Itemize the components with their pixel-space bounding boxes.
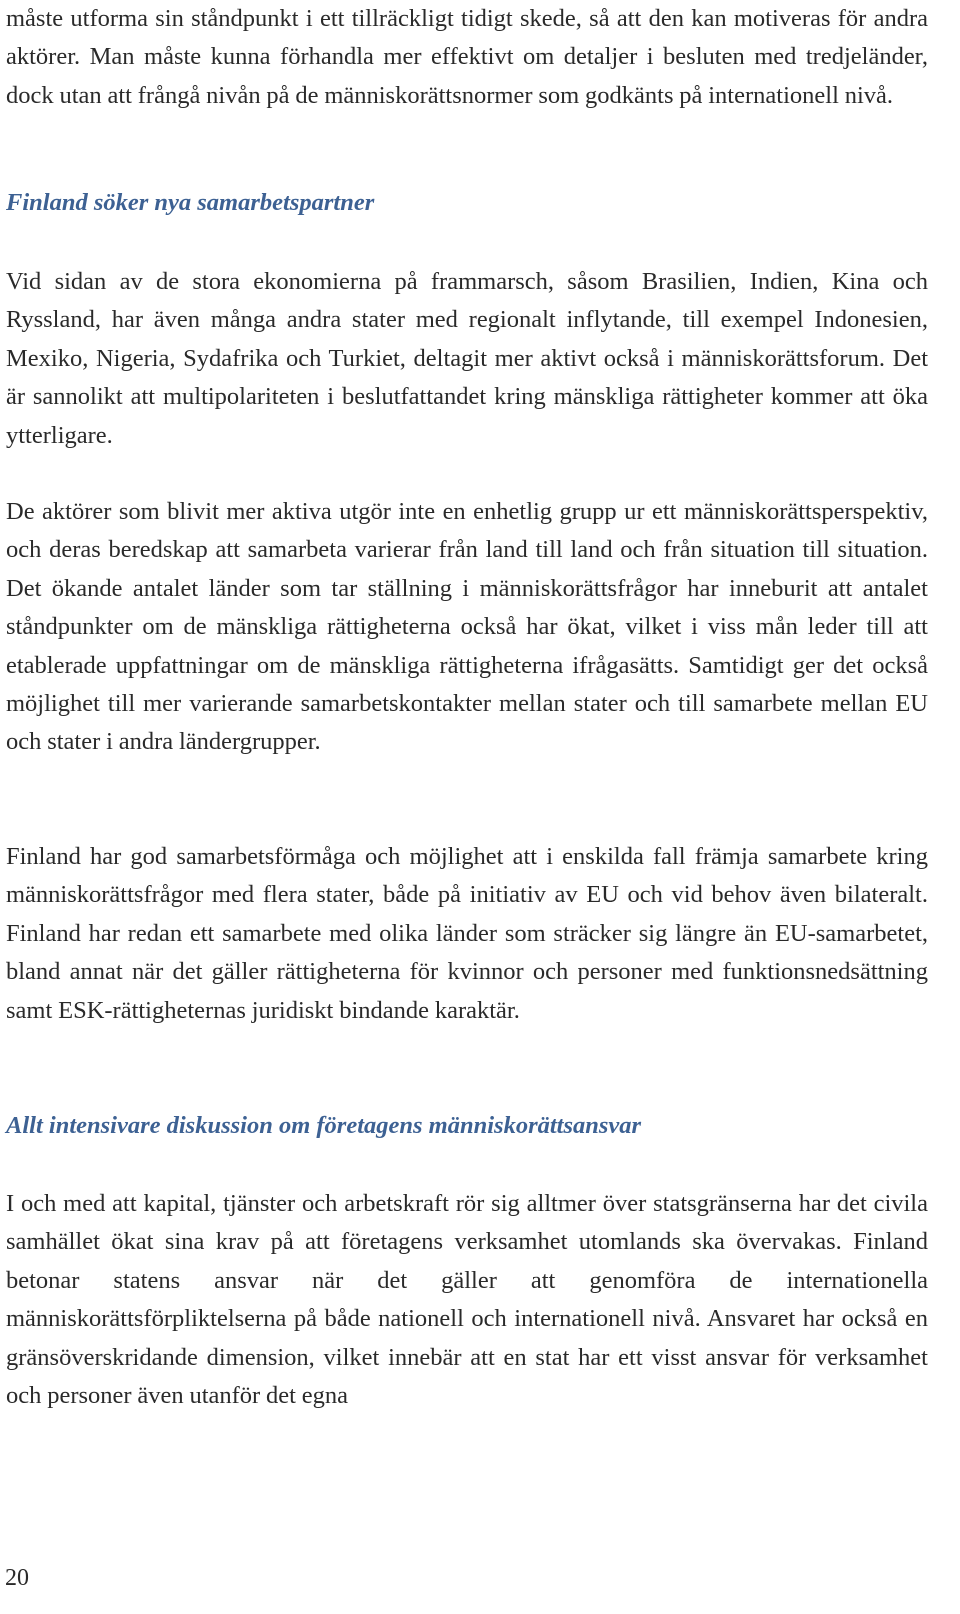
paragraph-continued: måste utforma sin ståndpunkt i ett tillräckligt tidigt skede, så att den kan motiveras för andra aktörer. Man måste kunna förhandla mer effektivt om detaljer i besluten med tredjeländer, dock utan att frångå nivån på de människorättsnormer som godkänts på internationell nivå. [6,5,928,109]
paragraph-state-responsibility: I och med att kapital, tjänster och arbetskraft rör sig alltmer över statsgränserna har det civila samhället ökat sina krav på att företagens verksamhet utomlands ska övervakas. Finland betonar statens ansvar när det gäller att genomföra de internationella människorättsförpliktelserna på både nationell och internationell nivå. Ansvaret har också en gränsöverskridande dimension, vilket innebär att en stat har ett visst ansvar för verksamhet och personer även utanför det egna [6,1190,928,1410]
paragraph-emerging-economies: Vid sidan av de stora ekonomierna på frammarsch, såsom Brasilien, Indien, Kina och Ryssland, har även många andra stater med regionalt inflytande, till exempel Indonesien, Mexiko, Nigeria, Sydafrika och Turkiet, deltagit mer aktivt också i människorättsforum. Det är sannolikt att multipolariteten i beslutfattandet kring mänskliga rättigheter kommer att öka ytterligare. [6,268,928,449]
section-heading-corporate-responsibility: Allt intensivare diskussion om företagens människorättsansvar [6,1112,642,1139]
section-heading-new-partners: Finland söker nya samarbetspartner [6,189,375,216]
paragraph-active-actors: De aktörer som blivit mer aktiva utgör inte en enhetlig grupp ur ett människorättsperspektiv, och deras beredskap att samarbeta varierar från land till land och från situation till situation. Det ökande antalet länder som tar ställning i människorättsfrågor har inneburit att antalet ståndpunkter om de mänskliga rättigheterna också har ökat, vilket i viss mån leder till att etablerade uppfattningar om de mänskliga rättigheterna ifrågasätts. Samtidigt ger det också möjlighet till mer varierande samarbetskontakter mellan stater och till samarbete mellan EU och stater i andra ländergrupper. [6,498,928,756]
page-number: 20 [5,1565,29,1591]
paragraph-finland-cooperation: Finland har god samarbetsförmåga och möjlighet att i enskilda fall främja samarbete kring människorättsfrågor med flera stater, både på initiativ av EU och vid behov även bilateralt. Finland har redan ett samarbete med olika länder som sträcker sig längre än EU-samarbetet, bland annat när det gäller rättigheterna för kvinnor och personer med funktionsnedsättning samt ESK-rättigheternas juridiskt bindande karaktär. [6,843,928,1024]
